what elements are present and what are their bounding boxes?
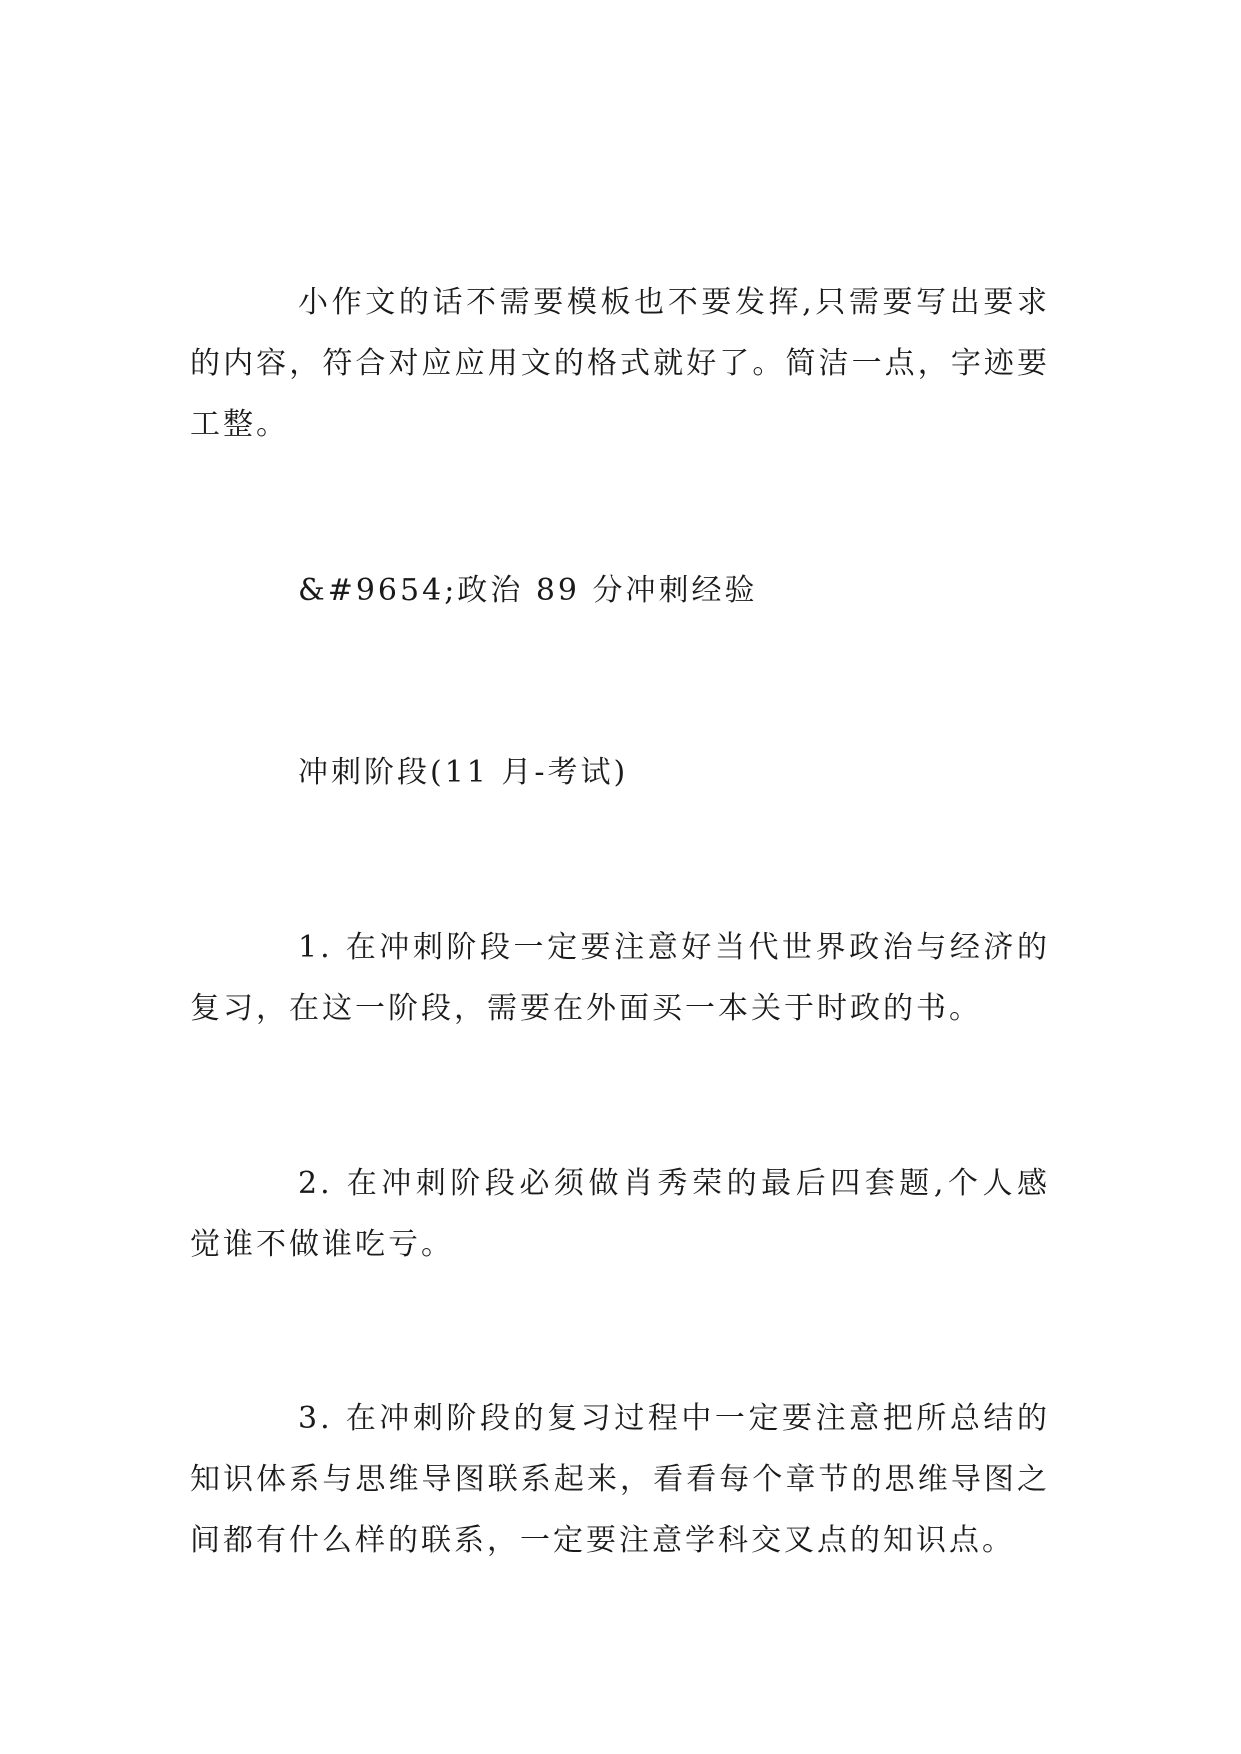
paragraph-small-essay-advice: 小作文的话不需要模板也不要发挥,只需要写出要求的内容，符合对应应用文的格式就好了。简洁一点，字迹要工整。 xyxy=(190,285,1050,442)
subheading-sprint-stage: 冲刺阶段(11 月-考试) xyxy=(298,755,629,790)
list-item-1: 1. 在冲刺阶段一定要注意好当代世界政治与经济的复习，在这一阶段，需要在外面买一本关于时政的书。 xyxy=(190,930,1050,1026)
list-item-2: 2. 在冲刺阶段必须做肖秀荣的最后四套题,个人感觉谁不做谁吃亏。 xyxy=(190,1166,1050,1262)
section-heading-politics: &#9654;政治 89 分冲刺经验 xyxy=(298,573,758,608)
list-item-3: 3. 在冲刺阶段的复习过程中一定要注意把所总结的知识体系与思维导图联系起来，看看每个章节的思维导图之间都有什么样的联系，一定要注意学科交叉点的知识点。 xyxy=(190,1401,1050,1558)
